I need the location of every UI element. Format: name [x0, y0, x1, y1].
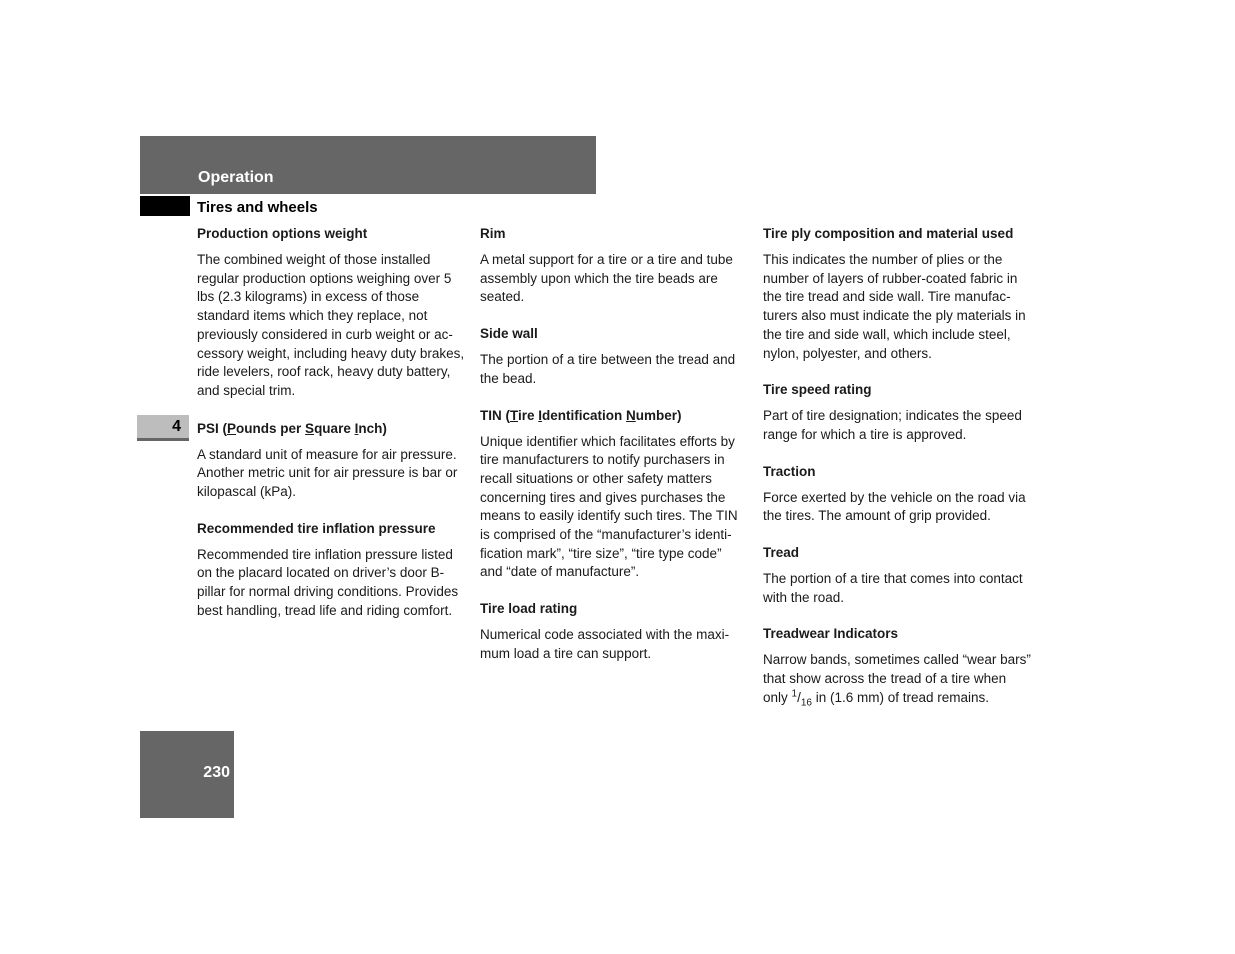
entry-definition: The combined weight of those installed regular production options weighing over 5 lbs (2.3 kilograms) in excess of those standard items which they replace, not previously considered in curb weight or accessory weight, including heavy duty brakes, ride levelers, roof rack, heavy duty battery, and special trim.	[197, 252, 465, 398]
fraction-denominator: 16	[800, 697, 812, 709]
subsection-marker	[140, 196, 190, 216]
entry-definition: A metal support for a tire or a tire and tube assembly upon which the tire beads are seated.	[480, 252, 733, 305]
entry-term: Tire speed rating	[763, 382, 872, 398]
glossary-entry	[763, 462, 1031, 526]
entry-definition: Unique identifier which facilitates efforts by tire manufacturers to notify purchasers in recall situations or other safety matters concerning tires and gives purchases the means to easily identify such tires. The TIN is comprised of the “manufacturer’s identification mark”, “tire size”, “tire type code” and “date of manufacture”.	[480, 433, 738, 580]
glossary-entry	[197, 224, 467, 401]
entry-term: Tread	[763, 545, 800, 561]
section-title: Operation	[198, 169, 274, 186]
column-2	[480, 224, 746, 664]
page-number: 230	[203, 764, 230, 781]
entry-definition: A standard unit of measure for air pressure. Another metric unit for air pressure is bar or kilopascal (kPa).	[197, 446, 458, 500]
entry-term: TIN (Tire Identification Number)	[480, 407, 682, 423]
glossary-entry	[480, 224, 746, 307]
entry-term: Treadwear Indicators	[763, 626, 899, 642]
glossary-entry	[763, 624, 1031, 707]
entry-definition: This indicates the number of plies or the number of layers of rubber-coated fabric in the tire tread and side wall. Tire manufacturers also must indicate the ply materials in the tire and side wall, which include steel, nylon, polyester, and others.	[763, 252, 1026, 361]
entry-definition: Narrow bands, sometimes called “wear bars” that show across the tread of a tire when only $^1/_{16}$ in (1.6 mm) of tread remains.	[763, 652, 1031, 709]
entry-definition: Numerical code associated with the maximum load a tire can support.	[480, 627, 730, 661]
glossary-entry	[763, 543, 1031, 607]
entry-term: Traction	[763, 463, 816, 479]
entry-definition: Part of tire designation; indicates the speed range for which a tire is approved.	[763, 408, 1022, 442]
entry-term: Tire load rating	[480, 601, 578, 617]
entry-term: Recommended tire inflation pressure	[197, 520, 436, 536]
chapter-tab	[137, 415, 189, 441]
entry-term: Tire ply composition and material used	[763, 226, 1014, 241]
glossary-entry	[197, 419, 467, 502]
entry-definition: Force exerted by the vehicle on the road via the tires. The amount of grip provided.	[763, 489, 1026, 524]
glossary-entry	[197, 519, 467, 621]
glossary-entry	[763, 380, 1031, 444]
glossary-entry	[480, 406, 746, 583]
page-number-box	[140, 731, 234, 818]
entry-definition: The portion of a tire between the tread and the bead.	[480, 352, 736, 386]
subsection-title: Tires and wheels	[197, 199, 318, 216]
entry-term: PSI (Pounds per Square Inch)	[197, 420, 387, 436]
entry-definition: The portion of a tire that comes into contact with the road.	[763, 571, 1023, 605]
chapter-number: 4	[172, 418, 181, 435]
column-1	[197, 224, 467, 621]
entry-definition: Recommended tire inflation pressure listed on the placard located on driver’s door B-pillar for normal driving conditions. Provides best handling, tread life and riding comfort.	[197, 546, 459, 618]
fraction-numerator: 1	[791, 688, 798, 700]
glossary-entry	[480, 324, 746, 388]
glossary-entry	[763, 224, 1031, 363]
glossary-entry	[480, 599, 746, 663]
column-3	[763, 224, 1031, 708]
entry-term: Side wall	[480, 326, 538, 342]
entry-term: Rim	[480, 226, 506, 241]
entry-term: Production options weight	[197, 226, 368, 241]
